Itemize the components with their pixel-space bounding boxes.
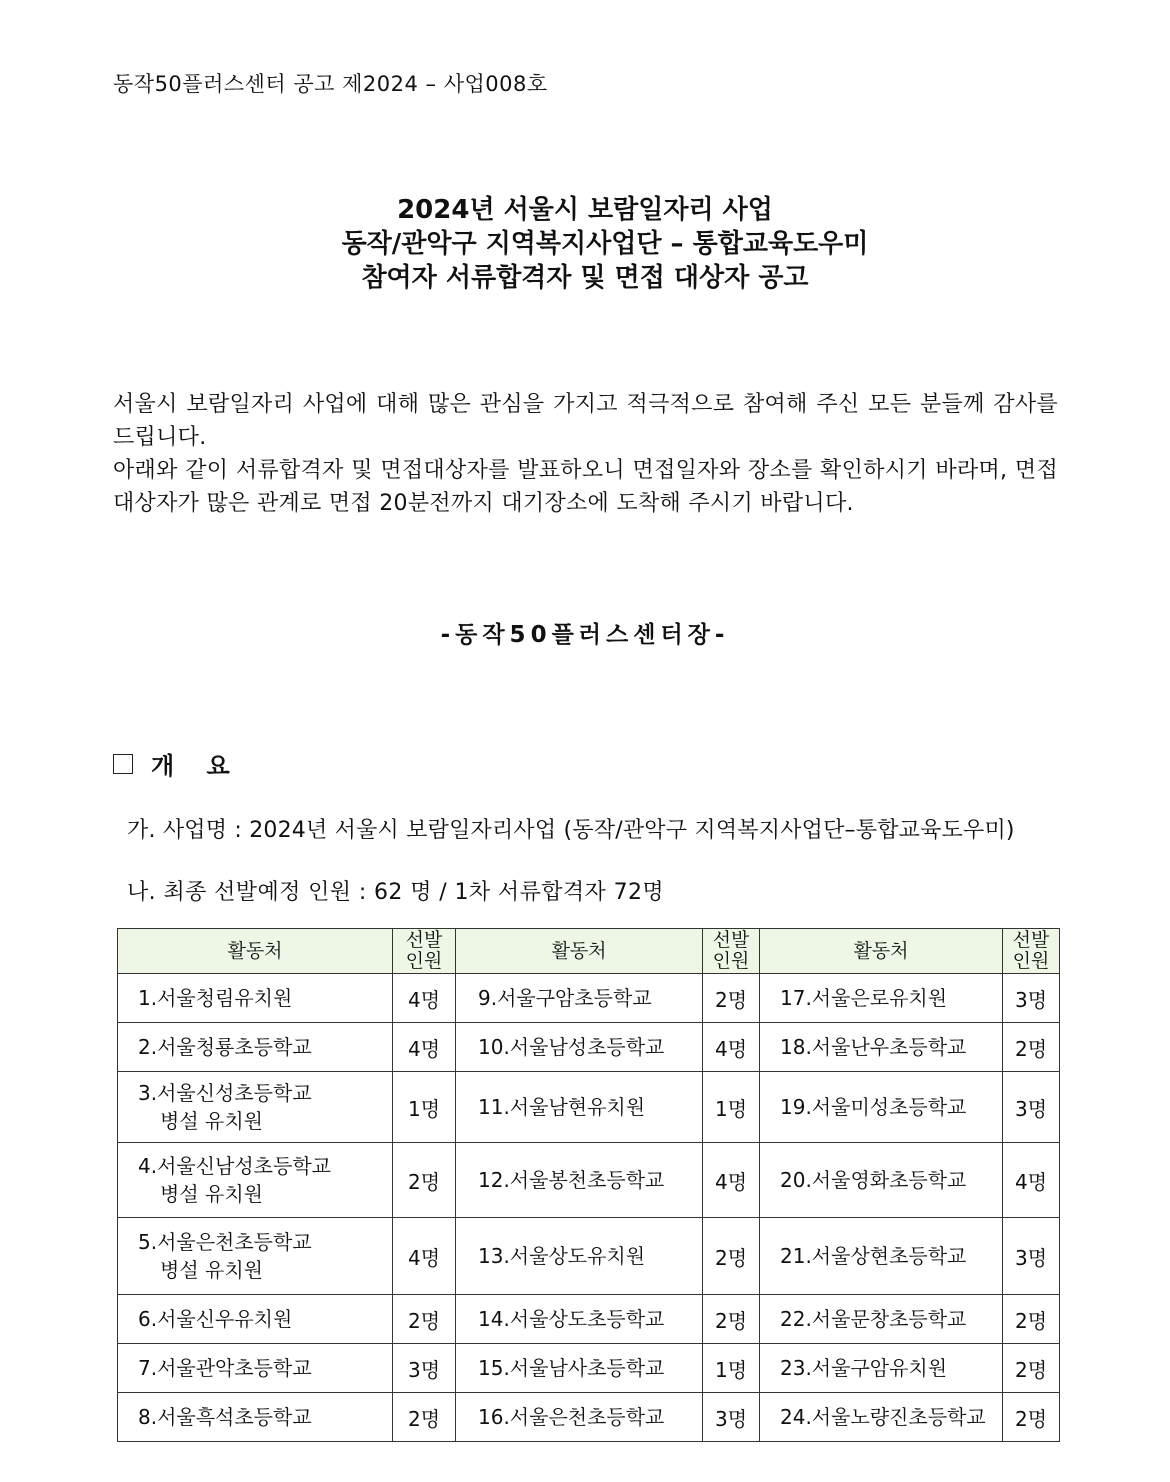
place-cell: 4.서울신남성초등학교 병설 유치원	[118, 1143, 393, 1218]
place-cell: 21.서울상현초등학교	[760, 1218, 1003, 1295]
count-cell: 2명	[703, 1218, 760, 1295]
place-cell: 6.서울신우유치원	[118, 1295, 393, 1344]
place-cell: 2.서울청룡초등학교	[118, 1023, 393, 1072]
count-cell: 2명	[1003, 1295, 1060, 1344]
count-cell: 2명	[703, 1295, 760, 1344]
count-cell: 4명	[393, 1023, 456, 1072]
place-cell: 3.서울신성초등학교 병설 유치원	[118, 1072, 393, 1143]
notice-number: 동작50플러스센터 공고 제2024 – 사업008호	[113, 72, 548, 96]
place-cell: 8.서울흑석초등학교	[118, 1393, 393, 1442]
count-cell: 3명	[1003, 1218, 1060, 1295]
table-row	[118, 1344, 1060, 1393]
count-cell: 2명	[1003, 1023, 1060, 1072]
place-cell: 24.서울노량진초등학교	[760, 1393, 1003, 1442]
count-cell: 1명	[703, 1344, 760, 1393]
count-cell: 4명	[703, 1023, 760, 1072]
table-row	[118, 1023, 1060, 1072]
place-cell: 11.서울남현유치원	[456, 1072, 703, 1143]
table-row	[118, 974, 1060, 1023]
count-cell: 1명	[703, 1072, 760, 1143]
count-cell: 2명	[393, 1143, 456, 1218]
place-cell: 14.서울상도초등학교	[456, 1295, 703, 1344]
table-row	[118, 1143, 1060, 1218]
place-cell: 20.서울영화초등학교	[760, 1143, 1003, 1218]
place-cell: 22.서울문창초등학교	[760, 1295, 1003, 1344]
place-cell: 9.서울구암초등학교	[456, 974, 703, 1023]
place-cell: 1.서울청림유치원	[118, 974, 393, 1023]
section-heading-label: 개 요	[151, 752, 242, 780]
section-heading	[113, 746, 242, 781]
count-cell: 3명	[1003, 1072, 1060, 1143]
count-cell: 4명	[703, 1143, 760, 1218]
count-cell: 3명	[393, 1344, 456, 1393]
place-cell: 23.서울구암유치원	[760, 1344, 1003, 1393]
place-cell: 7.서울관악초등학교	[118, 1344, 393, 1393]
title-line-3: 참여자 서류합격자 및 면접 대상자 공고	[361, 263, 809, 293]
count-cell: 4명	[393, 1218, 456, 1295]
project-name-line: 가. 사업명 : 2024년 서울시 보람일자리사업 (동작/관악구 지역복지사업단–통합교육도우미)	[127, 818, 1015, 843]
announcement-body	[113, 388, 1058, 520]
table-row	[118, 1218, 1060, 1295]
count-cell: 3명	[703, 1393, 760, 1442]
title-line-2: 동작/관악구 지역복지사업단 – 통합교육도우미	[341, 229, 869, 259]
count-cell: 4명	[1003, 1143, 1060, 1218]
page-title	[0, 193, 1170, 295]
count-cell: 4명	[393, 974, 456, 1023]
place-cell: 10.서울남성초등학교	[456, 1023, 703, 1072]
header-count-2: 선발 인원	[703, 929, 760, 974]
header-count-3: 선발 인원	[1003, 929, 1060, 974]
place-cell: 13.서울상도유치원	[456, 1218, 703, 1295]
placement-table-wrapper	[117, 928, 1059, 1442]
place-cell: 17.서울은로유치원	[760, 974, 1003, 1023]
count-cell: 2명	[1003, 1393, 1060, 1442]
place-cell: 16.서울은천초등학교	[456, 1393, 703, 1442]
body-paragraph-1: 서울시 보람일자리 사업에 대해 많은 관심을 가지고 적극적으로 참여해 주신 모든 분들께 감사를 드립니다.	[113, 392, 1058, 450]
place-cell: 12.서울봉천초등학교	[456, 1143, 703, 1218]
count-cell: 1명	[393, 1072, 456, 1143]
selection-count-line: 나. 최종 선발예정 인원 : 62 명 / 1차 서류합격자 72명	[127, 880, 665, 905]
body-paragraph-2: 아래와 같이 서류합격자 및 면접대상자를 발표하오니 면접일자와 장소를 확인하시기 바라며, 면접대상자가 많은 관계로 면접 20분전까지 대기장소에 도착해 주시기 바랍니다.	[113, 458, 1058, 516]
count-cell: 2명	[1003, 1344, 1060, 1393]
table-row	[118, 1393, 1060, 1442]
checkbox-square-icon	[113, 754, 133, 774]
table-header-row	[118, 929, 1060, 974]
table-row	[118, 1295, 1060, 1344]
title-line-1: 2024년 서울시 보람일자리 사업	[397, 195, 773, 225]
count-cell: 2명	[393, 1295, 456, 1344]
table-row	[118, 1072, 1060, 1143]
header-place-2: 활동처	[456, 929, 703, 974]
place-cell: 18.서울난우초등학교	[760, 1023, 1003, 1072]
header-place-3: 활동처	[760, 929, 1003, 974]
header-place-1: 활동처	[118, 929, 393, 974]
count-cell: 3명	[1003, 974, 1060, 1023]
place-cell: 5.서울은천초등학교 병설 유치원	[118, 1218, 393, 1295]
placement-table	[117, 928, 1060, 1442]
count-cell: 2명	[703, 974, 760, 1023]
count-cell: 2명	[393, 1393, 456, 1442]
place-cell: 15.서울남사초등학교	[456, 1344, 703, 1393]
signature: -동작50플러스센터장-	[440, 622, 730, 648]
place-cell: 19.서울미성초등학교	[760, 1072, 1003, 1143]
header-count-1: 선발 인원	[393, 929, 456, 974]
